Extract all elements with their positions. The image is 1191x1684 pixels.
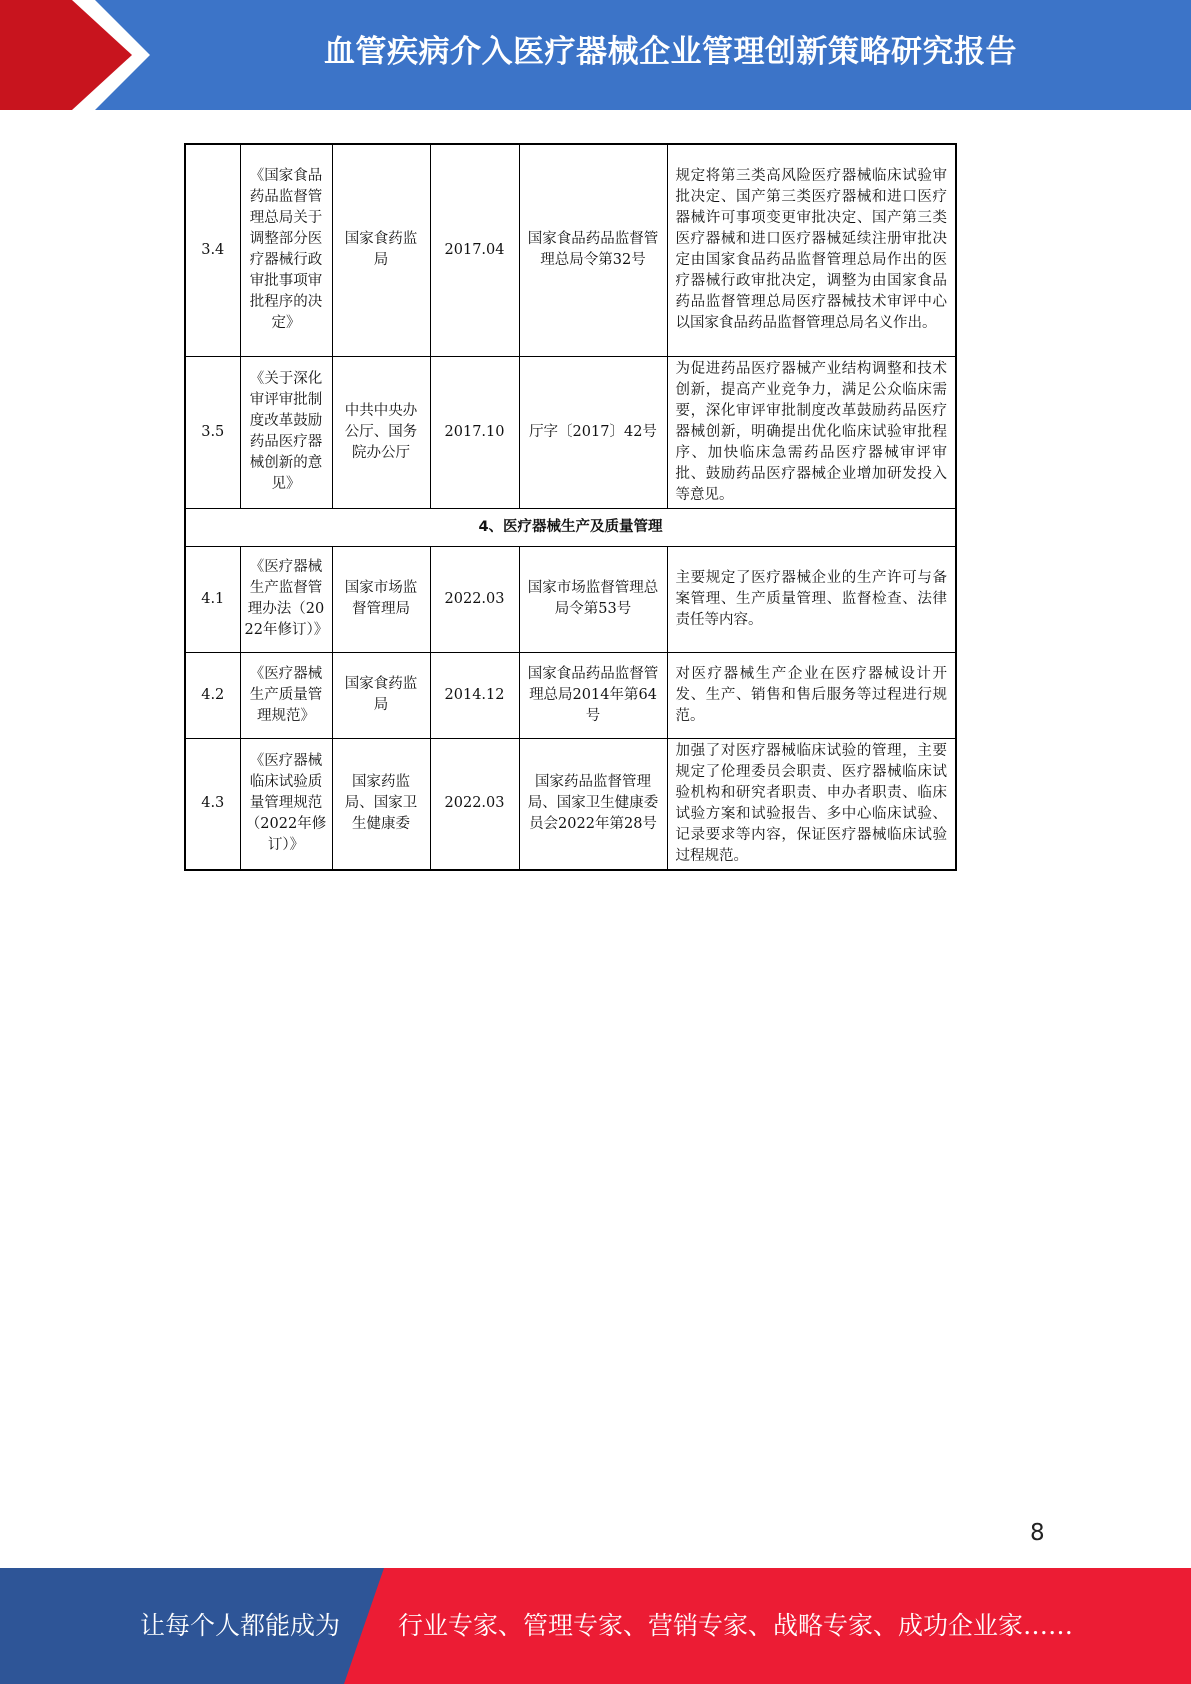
issue-date: 2017.10 — [430, 356, 519, 508]
issue-date: 2014.12 — [430, 652, 519, 738]
table-row — [185, 356, 956, 508]
table-row — [185, 652, 956, 738]
issuing-authority: 国家食药监局 — [332, 144, 430, 356]
document-name: 《医疗器械临床试验质量管理规范（2022年修订）》 — [240, 738, 332, 870]
document-number: 国家市场监督管理总局令第53号 — [519, 546, 667, 652]
section-header-row — [185, 508, 956, 546]
header-banner — [0, 0, 1191, 110]
section-title: 4、医疗器械生产及质量管理 — [185, 508, 956, 546]
issuing-authority: 国家食药监局 — [332, 652, 430, 738]
issue-date: 2017.04 — [430, 144, 519, 356]
page-number: 8 — [1030, 1520, 1045, 1546]
issuing-authority: 中共中央办公厅、国务院办公厅 — [332, 356, 430, 508]
description: 为促进药品医疗器械产业结构调整和技术创新，提高产业竞争力，满足公众临床需要，深化审评审批制度改革鼓励药品医疗器械创新，明确提出优化临床试验审批程序、加快临床急需药品医疗器械审评审批、鼓励药品医疗器械企业增加研发投入等意见。 — [667, 356, 956, 508]
document-name: 《国家食品药品监督管理总局关于调整部分医疗器械行政审批事项审批程序的决定》 — [240, 144, 332, 356]
document-number: 厅字〔2017〕42号 — [519, 356, 667, 508]
footer-banner — [0, 1568, 1191, 1684]
regulations-table — [184, 143, 957, 871]
document-name: 《关于深化审评审批制度改革鼓励药品医疗器械创新的意见》 — [240, 356, 332, 508]
document-number: 国家食品药品监督管理总局令第32号 — [519, 144, 667, 356]
document-number: 国家药品监督管理局、国家卫生健康委员会2022年第28号 — [519, 738, 667, 870]
footer-slogan-right: 行业专家、管理专家、营销专家、战略专家、成功企业家…… — [398, 1611, 1074, 1640]
document-name: 《医疗器械生产质量管理规范》 — [240, 652, 332, 738]
row-number: 4.1 — [185, 546, 240, 652]
description: 主要规定了医疗器械企业的生产许可与备案管理、生产质量管理、监督检查、法律责任等内容。 — [667, 546, 956, 652]
row-number: 3.4 — [185, 144, 240, 356]
description: 规定将第三类高风险医疗器械临床试验审批决定、国产第三类医疗器械和进口医疗器械许可事项变更审批决定、国产第三类医疗器械和进口医疗器械延续注册审批决定由国家食品药品监督管理总局作出的医疗器械行政审批决定，调整为由国家食品药品监督管理总局医疗器械技术审评中心以国家食品药品监督管理总局名义作出。 — [667, 144, 956, 356]
issue-date: 2022.03 — [430, 546, 519, 652]
issue-date: 2022.03 — [430, 738, 519, 870]
report-title: 血管疾病介入医疗器械企业管理创新策略研究报告 — [324, 34, 1017, 70]
row-number: 3.5 — [185, 356, 240, 508]
issuing-authority: 国家市场监督管理局 — [332, 546, 430, 652]
document-name: 《医疗器械生产监督管理办法（2022年修订）》 — [240, 546, 332, 652]
row-number: 4.2 — [185, 652, 240, 738]
row-number: 4.3 — [185, 738, 240, 870]
description: 加强了对医疗器械临床试验的管理，主要规定了伦理委员会职责、医疗器械临床试验机构和研究者职责、申办者职责、临床试验方案和试验报告、多中心临床试验、记录要求等内容，保证医疗器械临床试验过程规范。 — [667, 738, 956, 870]
issuing-authority: 国家药监局、国家卫生健康委 — [332, 738, 430, 870]
table-row — [185, 738, 956, 870]
document-number: 国家食品药品监督管理总局2014年第64号 — [519, 652, 667, 738]
description: 对医疗器械生产企业在医疗器械设计开发、生产、销售和售后服务等过程进行规范。 — [667, 652, 956, 738]
table-row — [185, 144, 956, 356]
footer-slogan-left: 让每个人都能成为 — [140, 1611, 341, 1640]
table-row — [185, 546, 956, 652]
